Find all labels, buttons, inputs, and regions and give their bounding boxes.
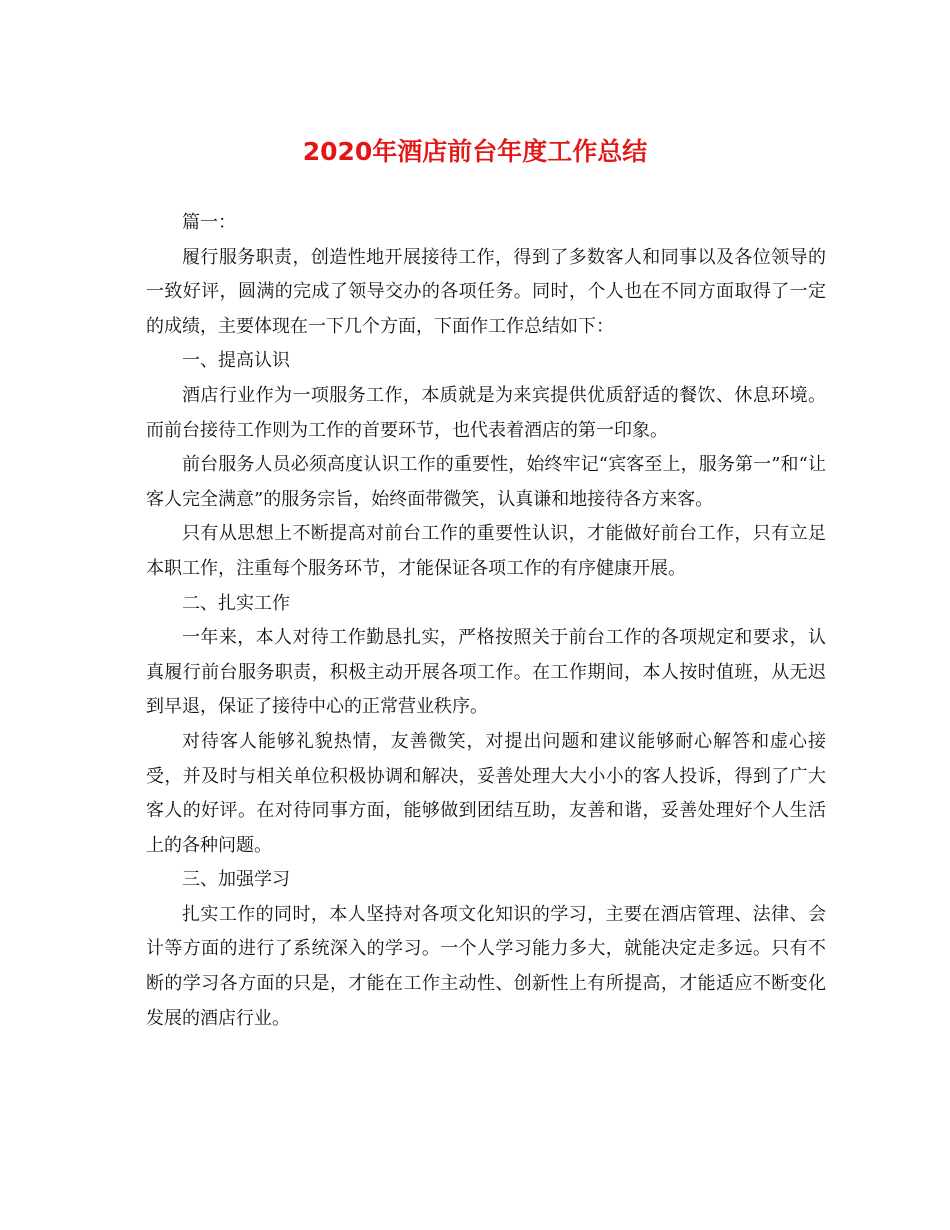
- paragraph-intro: 履行服务职责，创造性地开展接待工作，得到了多数客人和同事以及各位领导的一致好评，圆满的完成了领导交办的各项任务。同时，个人也在不同方面取得了一定的成绩，主要体现在一下几个方面，下面作工作总结如下：: [146, 246, 826, 337]
- document-title: 2020年酒店前台年度工作总结: [302, 137, 648, 166]
- paragraph-awareness-conclusion: 只有从思想上不断提高对前台工作的重要性认识，才能做好前台工作，只有立足本职工作，注重每个服务环节，才能保证各项工作的有序健康开展。: [146, 523, 826, 579]
- paragraph-service-tenet: 前台服务人员必须高度认识工作的重要性，始终牢记“宾客至上，服务第一”和“让客人完全满意”的服务宗旨，始终面带微笑，认真谦和地接待各方来客。: [146, 454, 826, 510]
- paragraph-learning: 扎实工作的同时，本人坚持对各项文化知识的学习，主要在酒店管理、法律、会计等方面的进行了系统深入的学习。一个人学习能力多大，就能决定走多远。只有不断的学习各方面的只是，才能在工作主动性、创新性上有所提高，才能适应不断变化发展的酒店行业。: [146, 903, 826, 1029]
- heading-improve-awareness: 一、提高认识: [182, 350, 290, 372]
- paragraph-industry-nature: 酒店行业作为一项服务工作，本质就是为来宾提供优质舒适的餐饮、休息环境。而前台接待工作则为工作的首要环节，也代表着酒店的第一印象。: [146, 384, 826, 441]
- paragraph-guest-relations: 对待客人能够礼貌热情，友善微笑，对提出问题和建议能够耐心解答和虚心接受，并及时与相关单位积极协调和解决，妥善处理大大小小的客人投诉，得到了广大客人的好评。在对待同事方面，能够做到团结互助，友善和谐，妥善处理好个人生活上的各种问题。: [146, 730, 826, 856]
- heading-solid-work: 二、扎实工作: [182, 592, 290, 614]
- section-label-part-one: 篇一：: [182, 212, 236, 233]
- paragraph-diligence: 一年来，本人对待工作勤恳扎实，严格按照关于前台工作的各项规定和要求，认真履行前台服务职责，积极主动开展各项工作。在工作期间，本人按时值班，从无迟到早退，保证了接待中心的正常营业秩序。: [146, 627, 826, 718]
- heading-strengthen-learning: 三、加强学习: [182, 869, 290, 891]
- document-body: [146, 206, 826, 1036]
